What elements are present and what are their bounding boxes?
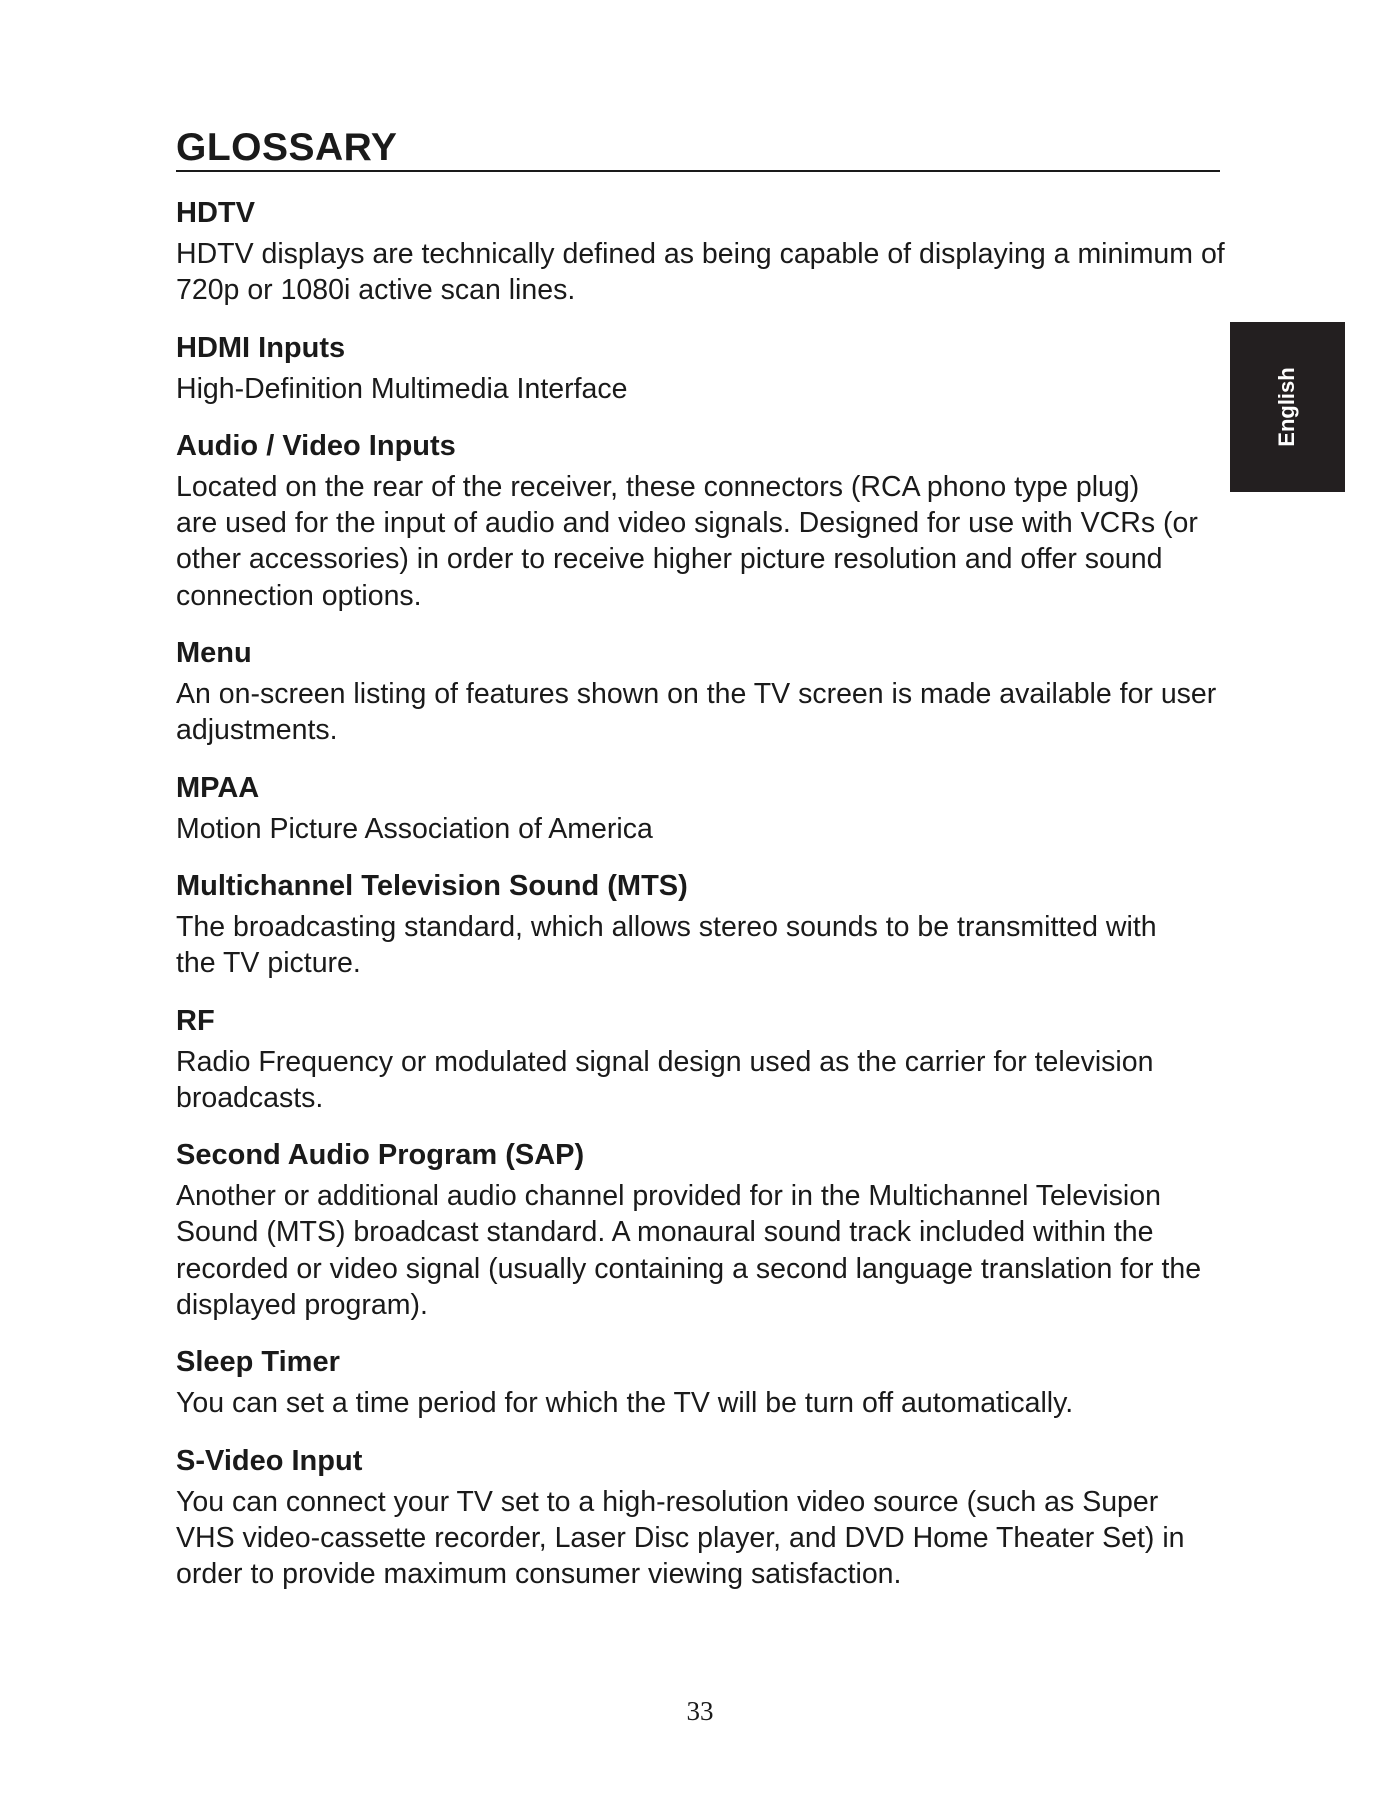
glossary-entry-rf	[176, 1000, 1236, 1117]
page-title: GLOSSARY	[176, 126, 398, 169]
glossary-entry-menu	[176, 632, 1236, 749]
definition-line: An on-screen listing of features shown on the TV screen is made available for user	[176, 678, 1217, 711]
glossary-entry-mpaa	[176, 767, 1236, 847]
glossary-term: Second Audio Program (SAP)	[176, 1139, 585, 1172]
definition-line: are used for the input of audio and video signals. Designed for use with VCRs (or	[176, 507, 1198, 540]
glossary-definition	[176, 676, 1236, 749]
glossary-definition	[176, 909, 1236, 982]
glossary-definition	[176, 1484, 1236, 1593]
definition-line: Motion Picture Association of America	[176, 812, 653, 845]
glossary-entry-hdmi-inputs	[176, 327, 1236, 407]
definition-line: You can set a time period for which the TV will be turn off automatically.	[176, 1387, 1074, 1420]
definition-line: Located on the rear of the receiver, these connectors (RCA phono type plug)	[176, 470, 1140, 503]
glossary-definition	[176, 1178, 1236, 1323]
definition-line: order to provide maximum consumer viewing satisfaction.	[176, 1558, 902, 1591]
definition-line: 720p or 1080i active scan lines.	[176, 274, 576, 307]
glossary-definition	[176, 469, 1236, 614]
glossary-entry-s-video-input	[176, 1440, 1236, 1593]
definition-line: HDTV displays are technically defined as being capable of displaying a minimum of	[176, 238, 1225, 270]
definition-line: broadcasts.	[176, 1081, 324, 1114]
glossary-list	[176, 192, 1236, 1611]
title-divider	[176, 170, 1220, 172]
glossary-term: S-Video Input	[176, 1444, 363, 1477]
glossary-entry-sleep-timer	[176, 1341, 1236, 1421]
definition-line: VHS video-cassette recorder, Laser Disc player, and DVD Home Theater Set) in	[176, 1521, 1185, 1554]
glossary-definition	[176, 811, 1236, 847]
definition-line: Another or additional audio channel provided for in the Multichannel Television	[176, 1180, 1161, 1213]
glossary-term: Menu	[176, 637, 252, 670]
definition-line: the TV picture.	[176, 947, 361, 980]
glossary-term: Multichannel Television Sound (MTS)	[176, 869, 688, 902]
language-tab-label: English	[1274, 367, 1299, 447]
definition-line: Radio Frequency or modulated signal design used as the carrier for television	[176, 1045, 1154, 1078]
glossary-term: Sleep Timer	[176, 1346, 340, 1379]
glossary-term: MPAA	[176, 771, 260, 804]
glossary-term: HDMI Inputs	[176, 331, 346, 364]
definition-line: High-Definition Multimedia Interface	[176, 372, 628, 405]
definition-line: displayed program).	[176, 1289, 428, 1322]
glossary-entry-hdtv	[176, 192, 1236, 309]
definition-line: The broadcasting standard, which allows stereo sounds to be transmitted with	[176, 910, 1157, 943]
definition-line: You can connect your TV set to a high-resolution video source (such as Super	[176, 1485, 1159, 1518]
glossary-entry-mts	[176, 865, 1236, 982]
glossary-term: Audio / Video Inputs	[176, 429, 456, 462]
glossary-term: RF	[176, 1004, 215, 1037]
glossary-definition	[176, 1385, 1236, 1421]
definition-line: adjustments.	[176, 714, 338, 747]
glossary-term: HDTV	[176, 197, 255, 229]
glossary-definition	[176, 1044, 1236, 1117]
language-tab	[1230, 322, 1345, 492]
definition-line: other accessories) in order to receive higher picture resolution and offer sound	[176, 543, 1163, 576]
page-number: 33	[686, 1696, 714, 1726]
definition-line: Sound (MTS) broadcast standard. A monaural sound track included within the	[176, 1216, 1154, 1249]
glossary-entry-sap	[176, 1134, 1236, 1323]
definition-line: connection options.	[176, 579, 422, 612]
glossary-definition	[176, 236, 1236, 309]
definition-line: recorded or video signal (usually containing a second language translation for the	[176, 1252, 1202, 1285]
glossary-entry-audio-video-inputs	[176, 425, 1236, 614]
glossary-definition	[176, 371, 1236, 407]
